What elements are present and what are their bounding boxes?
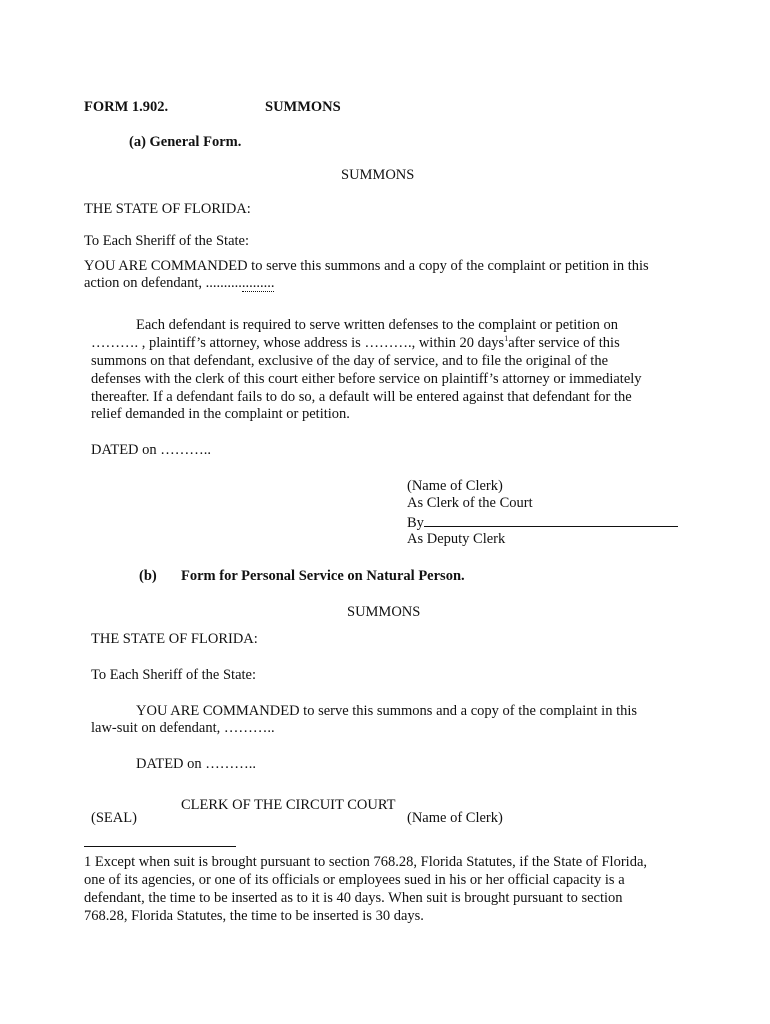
form-number: FORM 1.902.: [84, 99, 169, 115]
form-a-defendant-dots: .........: [241, 275, 275, 291]
form-b-command-line1: YOU ARE COMMANDED to serve this summons and a copy of the complaint in this: [136, 703, 638, 719]
seal-label: (SEAL): [91, 810, 137, 826]
form-a-dated: [91, 441, 211, 459]
form-a-to-sheriff: To Each Sheriff of the State:: [84, 233, 250, 249]
form-b-to-sheriff: To Each Sheriff of the State:: [91, 667, 257, 683]
by-label: By: [407, 515, 424, 531]
form-a-command-line2: [84, 274, 274, 292]
footnote-line3: defendant, the time to be inserted as to it is 40 days. When suit is brought pursuant to section: [84, 890, 623, 906]
form-a-defendant-blank: , ..........: [198, 275, 242, 291]
form-b-dated: [136, 755, 256, 773]
form-b-dated-text: DATED on ……….: [136, 756, 253, 772]
form-b-command-text: law-suit on defendant: [91, 720, 217, 736]
form-b-defendant-blank: ……….: [220, 720, 272, 736]
defenses-line2-text: plaintiff’s attorney, whose address is ………., within 20 days: [145, 335, 505, 351]
form-b-clerk-name: (Name of Clerk): [407, 810, 503, 826]
footnote-marker: 1: [504, 334, 509, 344]
form-a-state: THE STATE OF FLORIDA:: [84, 201, 251, 217]
clerk-of-court: As Clerk of the Court: [407, 495, 533, 511]
clerk-name: (Name of Clerk): [407, 478, 503, 494]
form-a-command-line1: YOU ARE COMMANDED to serve this summons and a copy of the complaint or petition in this: [84, 258, 649, 274]
defenses-line1: Each defendant is required to serve written defenses to the complaint or petition on: [136, 317, 618, 333]
defenses-line2: [91, 334, 620, 352]
form-b-title: SUMMONS: [347, 604, 421, 620]
footnote-rule: [84, 846, 236, 847]
defenses-line4: defenses with the clerk of this court either before service on plaintiff’s attorney or immediately: [91, 371, 642, 387]
defenses-line2-end: after service of this: [508, 335, 620, 351]
form-b-state: THE STATE OF FLORIDA:: [91, 631, 258, 647]
plaintiff-attorney-blank: ……….: [91, 335, 142, 351]
section-b-label: (b): [139, 568, 157, 584]
defenses-comma: ,: [141, 335, 146, 351]
form-b-command-line2: [91, 719, 275, 737]
section-b-heading: Form for Personal Service on Natural Person.: [181, 568, 465, 584]
form-a-dated-end: .: [207, 442, 212, 458]
clerk-of-circuit-court: CLERK OF THE CIRCUIT COURT: [181, 797, 396, 813]
form-b-command-end: .: [271, 720, 275, 736]
defenses-line6: relief demanded in the complaint or petition.: [91, 406, 350, 422]
deputy-clerk: As Deputy Clerk: [407, 531, 506, 547]
form-b-dated-end: .: [252, 756, 257, 772]
footnote-line4: 768.28, Florida Statutes, the time to be inserted is 30 days.: [84, 908, 424, 924]
defenses-line5: thereafter. If a defendant fails to do so, a default will be entered against that defendant for the: [91, 389, 632, 405]
form-a-command-text: action on defendant: [84, 275, 199, 291]
defenses-line3: summons on that defendant, exclusive of the day of service, and to file the original of the: [91, 353, 609, 369]
section-a-heading: (a) General Form.: [129, 134, 242, 150]
form-b-comma: ,: [216, 720, 221, 736]
deputy-signature-line: [407, 512, 678, 532]
form-a-title: SUMMONS: [341, 167, 415, 183]
signature-blank: [424, 512, 678, 527]
footnote-line1: 1 Except when suit is brought pursuant to section 768.28, Florida Statutes, if the State of Florida,: [84, 854, 648, 870]
form-title: SUMMONS: [265, 99, 341, 115]
footnote-line2: one of its agencies, or one of its officials or employees sued in his or her official capacity is a: [84, 872, 625, 888]
form-a-dated-text: DATED on ……….: [91, 442, 208, 458]
